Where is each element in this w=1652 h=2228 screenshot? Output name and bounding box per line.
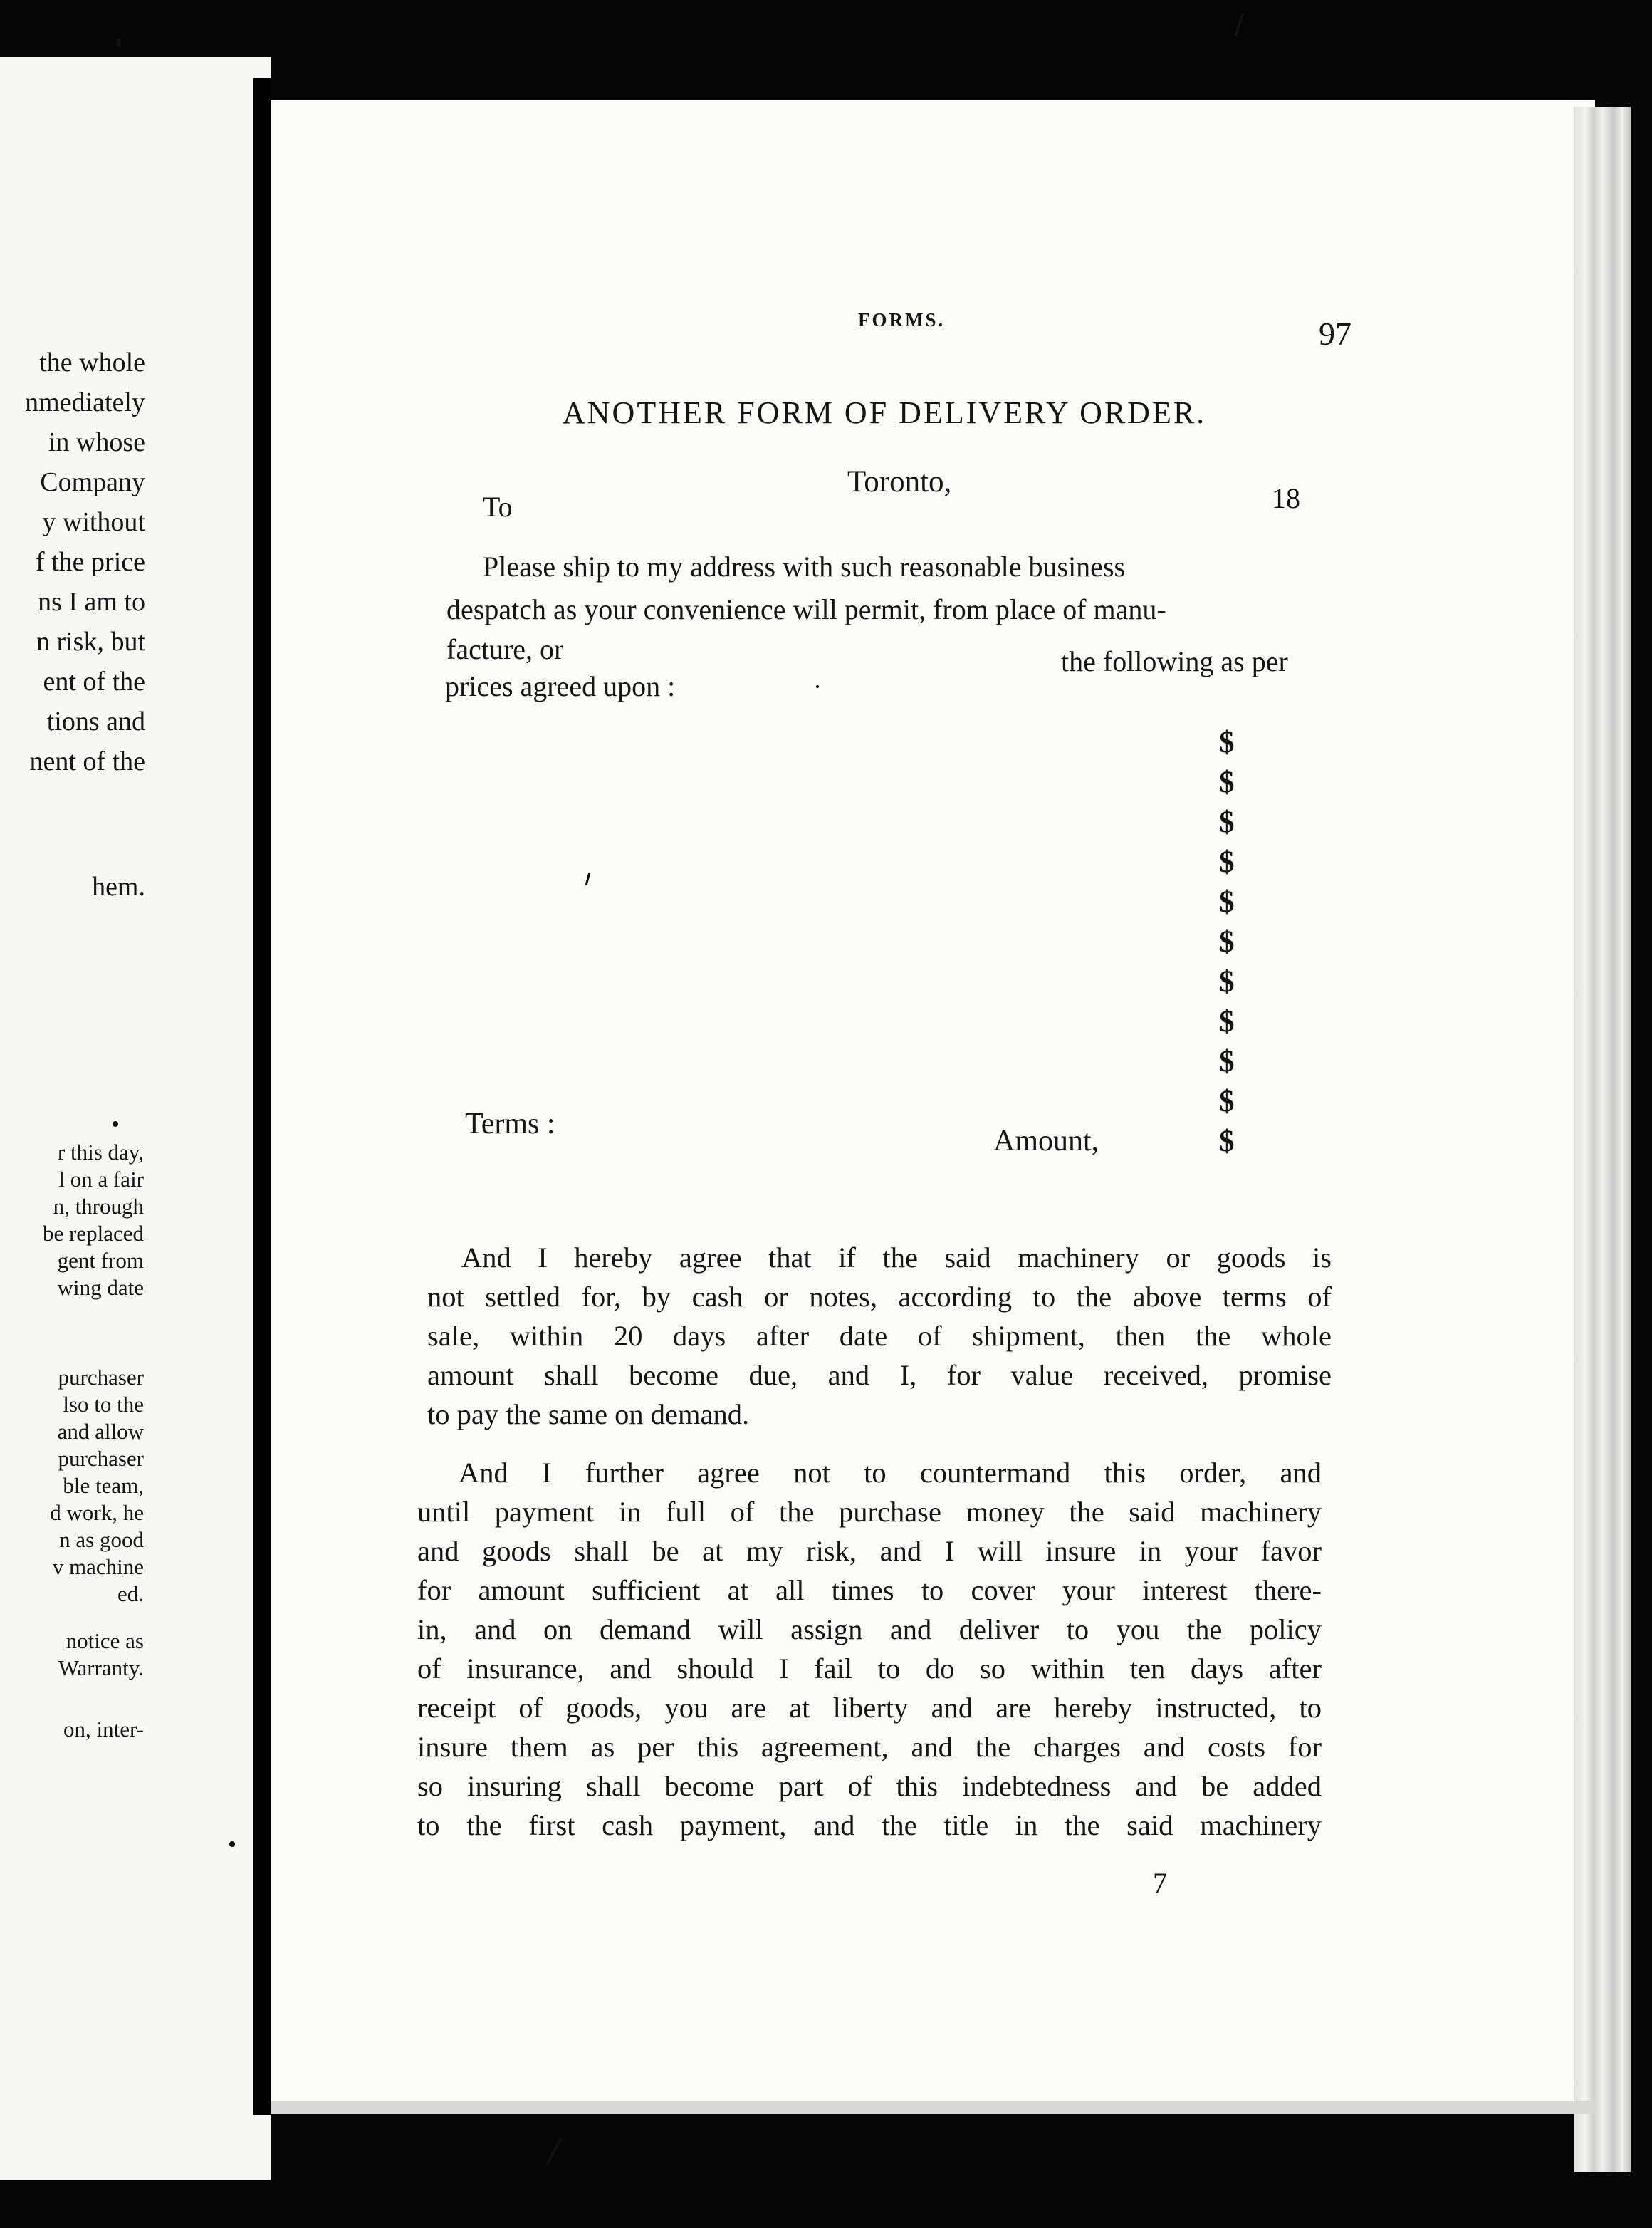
agreement-line: so insuring shall become part of this indebtedness and be added [417, 1770, 1322, 1802]
left-page-line: d work, he [50, 1500, 144, 1525]
running-header: FORMS. [858, 309, 946, 330]
agreement-line: in, and on demand will assign and deliver to you the policy [417, 1613, 1322, 1645]
price-dollar-sign: $ [1219, 925, 1235, 959]
agreement-line: for amount sufficient at all times to cover your interest there- [417, 1574, 1322, 1606]
agreement-line: amount shall become due, and I, for value received, promise [427, 1359, 1332, 1391]
agreement-line: And I further agree not to countermand this order, and [459, 1457, 1322, 1489]
agreement-line: insure them as per this agreement, and the charges and costs for [417, 1731, 1322, 1763]
price-dollar-sign: $ [1219, 806, 1235, 839]
left-page-line: in whose [48, 427, 145, 457]
recipient-label: To [483, 491, 513, 523]
agreement-line: sale, within 20 days after date of shipment, then the whole [427, 1320, 1332, 1352]
agreement-line: And I hereby agree that if the said machinery or goods is [461, 1241, 1332, 1274]
price-dollar-sign: $ [1219, 766, 1235, 799]
left-page-line: y without [42, 507, 145, 537]
scan-speck [229, 1841, 235, 1847]
left-page-line: Warranty. [58, 1655, 144, 1680]
left-page-line: Company [40, 467, 145, 497]
agreement-line: to pay the same on demand. [427, 1398, 750, 1430]
scan-speck [116, 38, 121, 47]
agreement-line: to the first cash payment, and the title in the said machinery [417, 1809, 1322, 1841]
scan-speck [113, 1121, 118, 1127]
left-page-line: tions and [46, 707, 145, 736]
left-page-line: n, through [53, 1194, 144, 1219]
form-title: ANOTHER FORM OF DELIVERY ORDER. [563, 395, 1207, 430]
scan-speck [816, 685, 819, 688]
signature-number: 7 [1153, 1867, 1167, 1899]
left-page-line: hem. [92, 872, 145, 902]
left-page-line: gent from [57, 1248, 144, 1273]
agreement-paragraph-2 [417, 1453, 1322, 1845]
page-number: 97 [1319, 316, 1352, 352]
left-page-line: f the price [35, 547, 145, 577]
left-page-line: purchaser [58, 1446, 144, 1471]
request-line: Please ship to my address with such reasonable business [483, 551, 1126, 583]
left-page-line: n risk, but [36, 627, 145, 657]
facing-left-page [0, 57, 271, 2180]
price-dollar-sign: $ [1219, 965, 1235, 999]
request-line: the following as per [1061, 645, 1288, 677]
year-prefix: 18 [1272, 482, 1300, 514]
left-page-line: wing date [57, 1275, 144, 1300]
page-bottom-shadow [271, 2101, 1595, 2114]
left-page-line: r this day, [57, 1140, 144, 1165]
left-page-line: ble team, [63, 1473, 144, 1498]
left-page-line: nmediately [25, 387, 145, 417]
page-edge-stack [1574, 107, 1631, 2172]
amount-dollar-sign: $ [1219, 1125, 1235, 1158]
left-page-line: on, inter- [63, 1717, 144, 1742]
price-dollar-sign: $ [1219, 885, 1235, 919]
terms-label: Terms : [465, 1108, 555, 1140]
request-line: prices agreed upon : [445, 670, 676, 702]
left-page-line: ed. [117, 1581, 144, 1606]
left-page-line: n as good [59, 1527, 144, 1552]
request-line: facture, or [446, 633, 564, 665]
agreement-line: and goods shall be at my risk, and I will insure in your favor [417, 1535, 1322, 1567]
left-page-line: lso to the [63, 1392, 144, 1417]
book-spine-shadow [253, 78, 271, 2115]
request-line: despatch as your convenience will permit, from place of manu- [446, 593, 1166, 625]
price-dollar-sign: $ [1219, 845, 1235, 879]
left-page-line: the whole [39, 348, 145, 378]
scan-mark [1234, 13, 1244, 37]
scan-mark [545, 2138, 562, 2166]
agreement-line: receipt of goods, you are at liberty and are hereby instructed, to [417, 1692, 1322, 1724]
left-page-line: notice as [66, 1628, 144, 1653]
left-page-line: ent of the [43, 667, 145, 697]
left-page-line: and allow [57, 1419, 144, 1444]
left-page-line: nent of the [29, 746, 145, 776]
left-page-line: v machine [52, 1554, 144, 1579]
agreement-line: not settled for, by cash or notes, according to the above terms of [427, 1281, 1332, 1313]
agreement-paragraph-1 [427, 1238, 1332, 1434]
price-dollar-sign: $ [1219, 1045, 1235, 1078]
price-dollar-sign: $ [1219, 1005, 1235, 1038]
left-page-line: l on a fair [58, 1167, 144, 1192]
price-dollar-sign: $ [1219, 1085, 1235, 1118]
left-page-line: ns I am to [38, 587, 145, 617]
left-page-line: purchaser [58, 1365, 144, 1390]
price-dollar-sign: $ [1219, 726, 1235, 759]
place-label: Toronto, [847, 465, 952, 499]
agreement-line: of insurance, and should I fail to do so within ten days after [417, 1652, 1322, 1685]
left-page-line: be replaced [43, 1221, 144, 1246]
amount-label: Amount, [993, 1125, 1099, 1157]
agreement-line: until payment in full of the purchase money the said machinery [417, 1496, 1322, 1528]
